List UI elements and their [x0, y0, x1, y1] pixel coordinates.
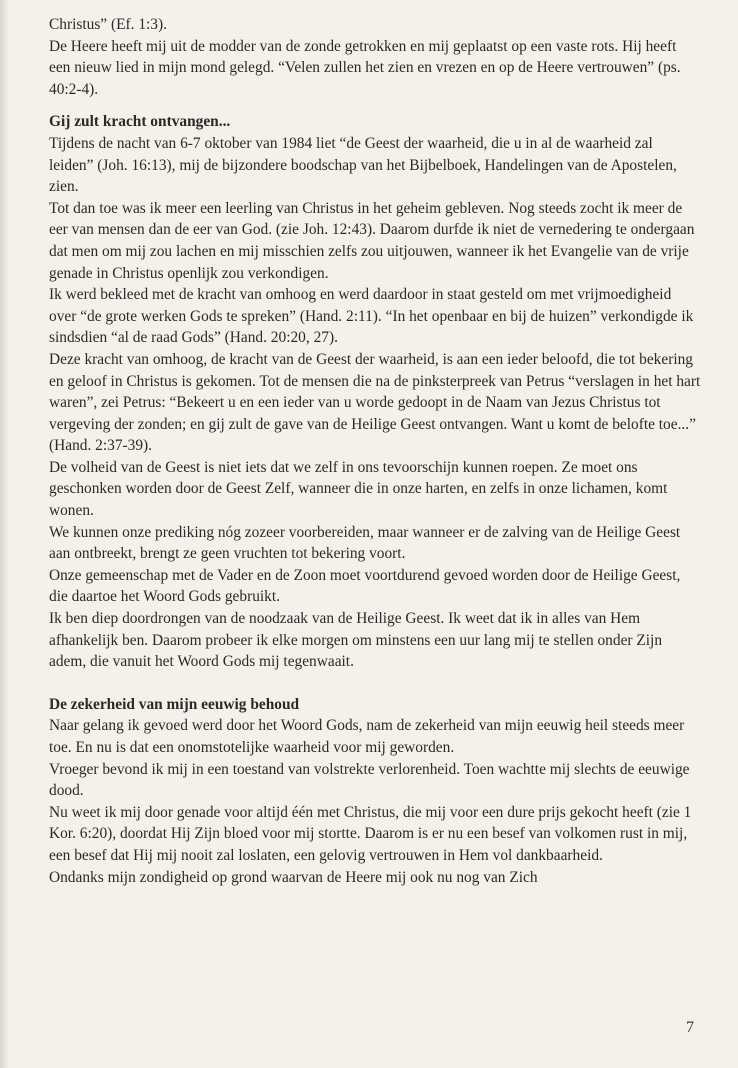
paragraph: Ik ben diep doordrongen van de noodzaak van de Heilige Geest. Ik weet dat ik in alles van Hem afhankelijk ben. Daarom probeer ik elke morgen om minstens een uur lang mij te stellen onder Zijn adem, die vanuit het Woord Gods mij tegenwaait. — [49, 610, 663, 671]
section-heading-zekerheid: De zekerheid van mijn eeuwig behoud — [49, 695, 300, 713]
section-gap — [49, 673, 701, 694]
paragraph: Onze gemeenschap met de Vader en de Zoon moet voortdurend gevoed worden door de Heilige Geest, die daartoe het Woord Gods gebruikt. — [49, 566, 681, 606]
paragraph: Christus” (Ef. 1:3). — [49, 16, 167, 33]
page-body — [49, 14, 701, 888]
paragraph: Ik werd bekleed met de kracht van omhoog en werd daardoor in staat gesteld om met vrijmoedigheid over “de grote werken Gods te spreken” (Hand. 2:11). “In het openbaar en bij de huizen” verkondigde ik sindsdien “al de raad Gods” (Hand. 20:20, 27). — [49, 286, 694, 347]
paragraph: Deze kracht van omhoog, de kracht van de Geest der waarheid, is aan een ieder beloofd, die tot bekering en geloof in Christus is gekomen. Tot de mensen die na de pinksterpreek van Petrus “verslagen in het hart waren”, zei Petrus: “Bekeert u en een ieder van u worde gedoopt in de Naam van Jezus Christus tot vergeving der zonden; en gij zult de gave van de Heilige Geest ontvangen. Want u komt de belofte toe...” (Hand. 2:37-39). — [49, 350, 701, 455]
paragraph: We kunnen onze prediking nóg zozeer voorbereiden, maar wanneer er de zalving van de Heilige Geest aan ontbreekt, brengt ze geen vruchten tot bekering voort. — [49, 523, 681, 563]
section-heading-kracht: Gij zult kracht ontvangen... — [49, 113, 231, 131]
paragraph: Nu weet ik mij door genade voor altijd één met Christus, die mij voor een dure prijs gekocht heeft (zie 1 Kor. 6:20), doordat Hij Zijn bloed voor mij stortte. Daarom is er nu een besef van volkomen rust in mij, een besef dat Hij mij nooit zal loslaten, een gelovig vertrouwen in Hem vol dankbaarheid. — [49, 803, 692, 864]
section-gap — [49, 100, 701, 111]
paragraph: De Heere heeft mij uit de modder van de zonde getrokken en mij geplaatst op een vaste rots. Hij heeft een nieuw lied in mijn mond gelegd. “Velen zullen het zien en vrezen en op de Heere vertrouwen” (ps. 40:2-4). — [49, 37, 681, 98]
page-binding-edge — [0, 0, 9, 1068]
paragraph: Tot dan toe was ik meer een leerling van Christus in het geheim gebleven. Nog steeds zocht ik meer de eer van mensen dan de eer van God. (zie Joh. 12:43). Daarom durfde ik niet de vernedering te ondergaan dat men om mij zou lachen en mij misschien zelfs zou uitjouwen, wanneer ik het Evangelie van de vrije genade in Christus openlijk zou verkondigen. — [49, 199, 695, 282]
paragraph: Tijdens de nacht van 6-7 oktober van 1984 liet “de Geest der waarheid, die u in al de waarheid zal leiden” (Joh. 16:13), mij de bijzondere boodschap van het Bijbelboek, Handelingen van de Apostelen, zien. — [49, 134, 677, 196]
paragraph: Naar gelang ik gevoed werd door het Woord Gods, nam de zekerheid van mijn eeuwig heil steeds meer toe. En nu is dat een onomstotelijke waarheid voor mij geworden. — [49, 717, 685, 756]
paragraph: De volheid van de Geest is niet iets dat we zelf in ons tevoorschijn kunnen roepen. Ze moet ons geschonken worden door de Geest Zelf, wanneer die in onze harten, en zelfs in onze lichamen, komt wonen. — [49, 458, 668, 520]
paragraph: Ondanks mijn zondigheid op grond waarvan de Heere mij ook nu nog van Zich — [49, 868, 538, 886]
page-number: 7 — [686, 1019, 694, 1036]
paragraph: Vroeger bevond ik mij in een toestand van volstrekte verlorenheid. Toen wachtte mij slechts de eeuwige dood. — [49, 760, 690, 800]
